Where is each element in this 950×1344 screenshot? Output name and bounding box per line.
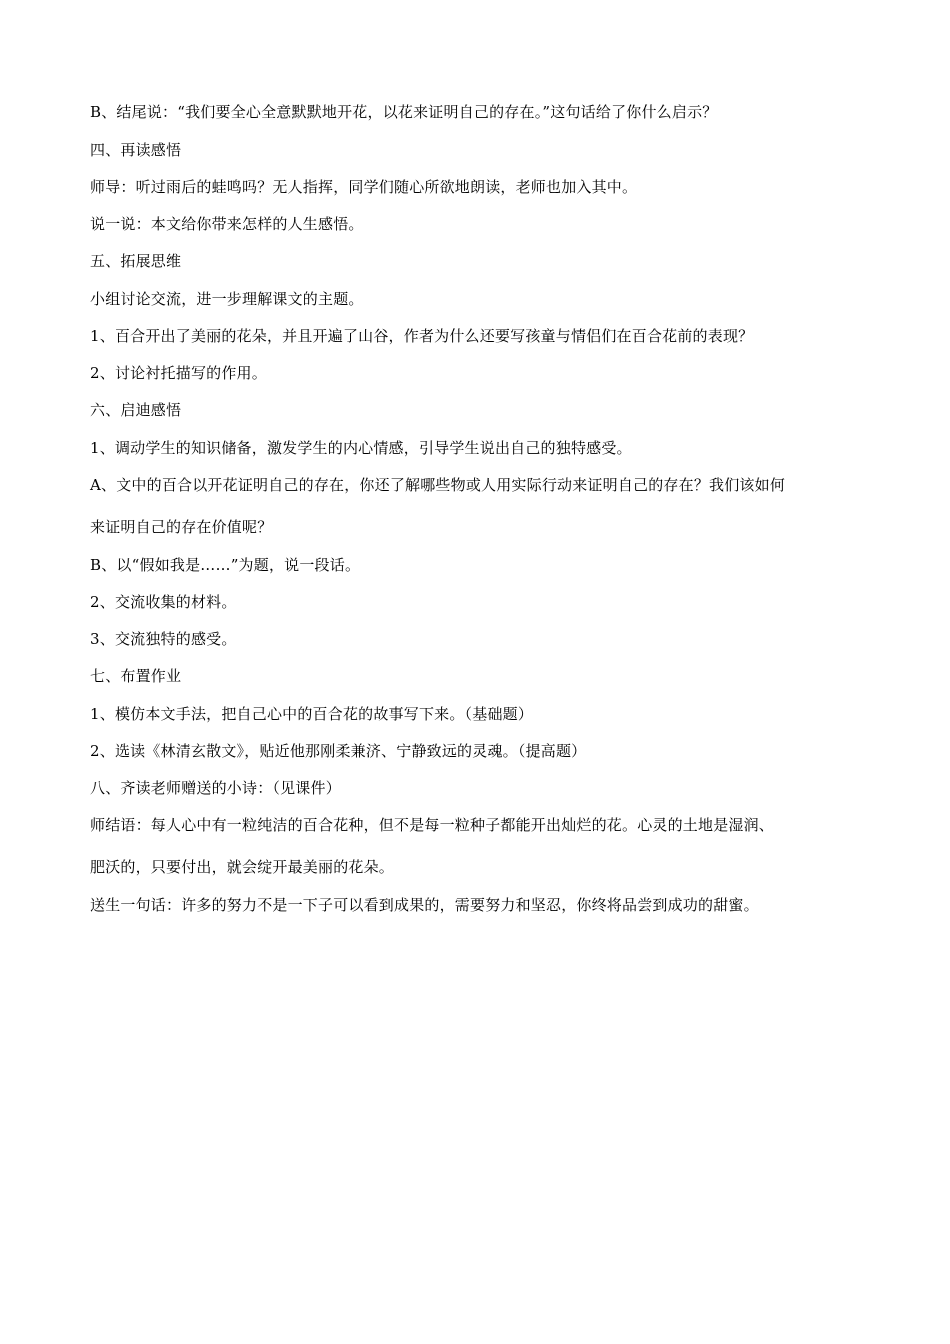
homework-item-1: 1、模仿本文手法，把自己心中的百合花的故事写下来。（基础题） bbox=[90, 705, 534, 723]
list-item-2: 2、交流收集的材料。 bbox=[90, 593, 237, 611]
paragraph-group-discussion: 小组讨论交流，进一步理解课文的主题。 bbox=[90, 290, 364, 308]
list-item-3: 3、交流独特的感受。 bbox=[90, 630, 237, 648]
question-a-continued: 来证明自己的存在价值呢？ bbox=[90, 518, 273, 536]
list-item-1: 1、百合开出了美丽的花朵，并且开遍了山谷，作者为什么还要写孩童与情侣们在百合花前的表现？ bbox=[90, 327, 754, 345]
homework-item-2: 2、选读《林清玄散文》，贴近他那刚柔兼济、宁静致远的灵魂。（提高题） bbox=[90, 742, 587, 760]
section-heading-6: 六、启迪感悟 bbox=[90, 401, 182, 419]
question-b-ending: B、结尾说：“我们要全心全意默默地开花，以花来证明自己的存在。”这句话给了你什么启示？ bbox=[90, 103, 718, 121]
question-a: A、文中的百合以开花证明自己的存在，你还了解哪些物或人用实际行动来证明自己的存在？我们该如何 bbox=[90, 476, 786, 494]
section-heading-4: 四、再读感悟 bbox=[90, 141, 182, 159]
closing-words: 送生一句话：许多的努力不是一下子可以看到成果的，需要努力和坚忍，你终将品尝到成功的甜蜜。 bbox=[90, 896, 759, 914]
question-b: B、以“假如我是……”为题，说一段话。 bbox=[90, 556, 361, 574]
paragraph-discussion: 说一说：本文给你带来怎样的人生感悟。 bbox=[90, 215, 364, 233]
section-heading-5: 五、拓展思维 bbox=[90, 252, 182, 270]
list-item-1: 1、调动学生的知识储备，激发学生的内心情感，引导学生说出自己的独特感受。 bbox=[90, 439, 632, 457]
paragraph-teacher-guide: 师导：听过雨后的蛙鸣吗？无人指挥，同学们随心所欲地朗读，老师也加入其中。 bbox=[90, 178, 638, 196]
section-heading-7: 七、布置作业 bbox=[90, 667, 182, 685]
teacher-conclusion-continued: 肥沃的，只要付出，就会绽开最美丽的花朵。 bbox=[90, 858, 395, 876]
section-heading-8: 八、齐读老师赠送的小诗：（见课件） bbox=[90, 779, 341, 797]
teacher-conclusion: 师结语：每人心中有一粒纯洁的百合花种，但不是每一粒种子都能开出灿烂的花。心灵的土地是湿润、 bbox=[90, 816, 775, 834]
list-item-2: 2、讨论衬托描写的作用。 bbox=[90, 364, 267, 382]
